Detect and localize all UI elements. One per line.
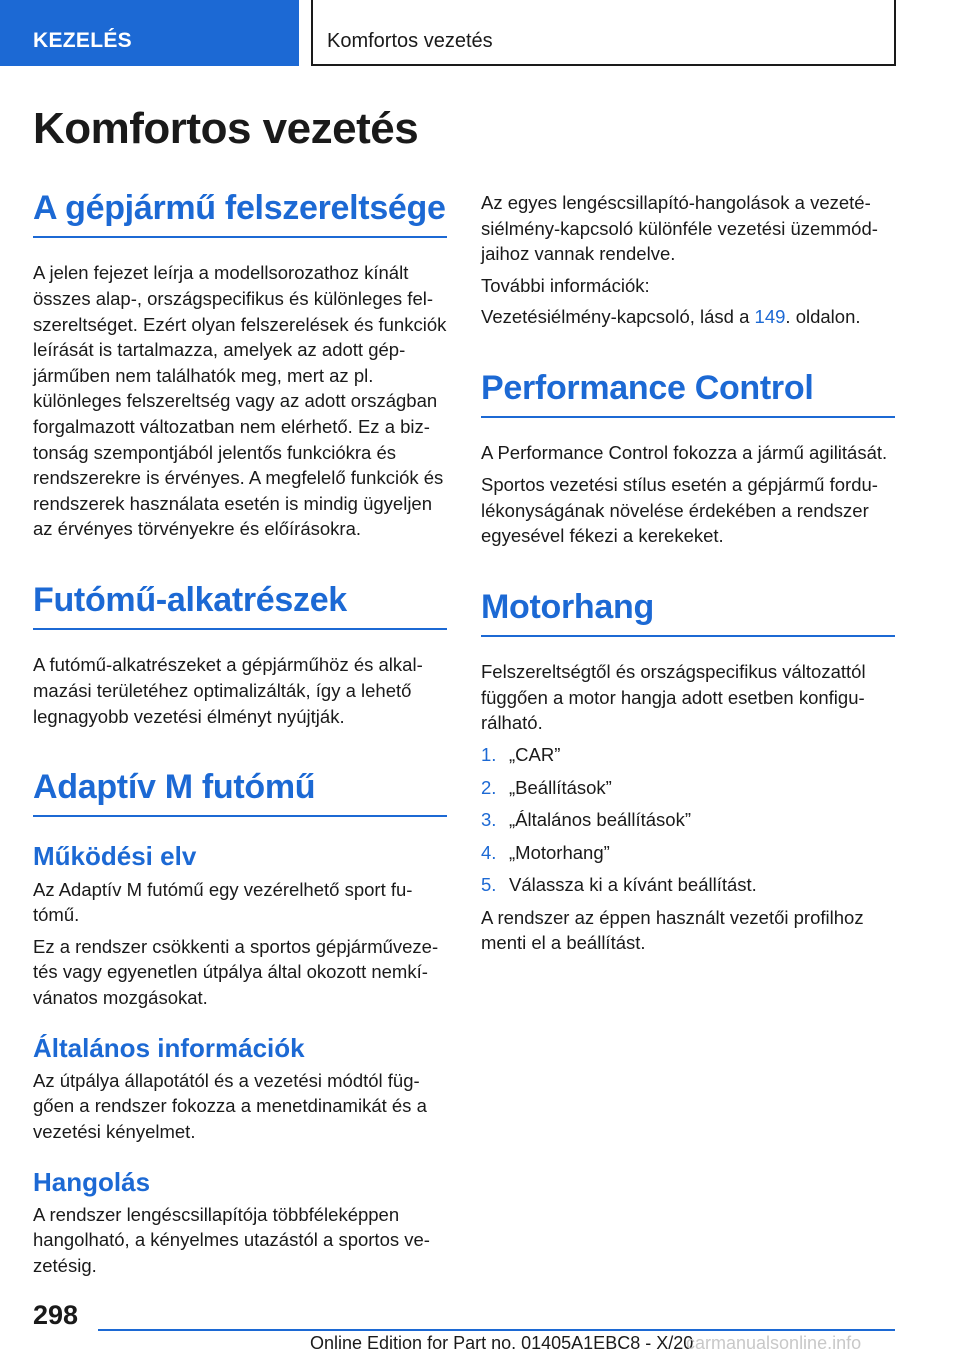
step-number: 1. <box>481 743 497 765</box>
step-text: Válassza ki a kívánt beállítást. <box>509 874 757 896</box>
section-heading-equipment: A gépjármű felszereltsége <box>33 190 447 238</box>
footer-divider <box>98 1329 895 1331</box>
step-number: 5. <box>481 874 497 896</box>
paragraph: A Performance Control fokozza a jármű agilitását. <box>481 442 888 464</box>
list-item <box>481 775 895 801</box>
paragraph: A rendszer lengéscsillapítója többféleképpen hangolható, a kényelmes utazástól a sportos vezetésig. <box>33 1203 430 1276</box>
step-text: „CAR” <box>509 743 561 765</box>
list-item <box>481 872 895 898</box>
reference-text: . oldalon. <box>785 306 861 328</box>
subheading-operating-principle: Működési elv <box>33 841 197 872</box>
section-heading-engine-sound: Motorhang <box>481 589 895 637</box>
paragraph-cross-reference <box>481 304 895 330</box>
reference-text: Vezetésiélmény-kapcsoló, lásd a <box>481 306 755 328</box>
list-item <box>481 742 895 768</box>
step-number: 4. <box>481 841 497 863</box>
paragraph: Felszereltségtől és országspecifikus változattól függően a motor hangja adott esetben konfigurálható. <box>481 661 866 734</box>
step-number: 3. <box>481 809 497 831</box>
paragraph: Sportos vezetési stílus esetén a gépjármű fordulékonyságának növelése érdekében a rendszer egyesével fékezi a kerekeket. <box>481 473 878 547</box>
list-item <box>481 807 895 833</box>
header-section-tab: KEZELÉS <box>0 0 299 66</box>
header-chapter-title: Komfortos vezetés <box>311 0 896 66</box>
section-heading-chassis-components: Futómű-alkatrészek <box>33 582 447 630</box>
step-number: 2. <box>481 776 497 798</box>
right-column <box>481 190 895 962</box>
step-text: „Általános beállítások” <box>509 809 692 831</box>
left-column <box>33 190 447 1285</box>
paragraph: További információk: <box>481 274 650 296</box>
subheading-tuning: Hangolás <box>33 1166 151 1197</box>
list-item <box>481 840 895 866</box>
watermark: carmanualsonline.info <box>686 1333 862 1353</box>
footer-edition: Online Edition for Part no. 01405A1EBC8 - X/20 <box>310 1333 694 1353</box>
step-text: „Beállítások” <box>509 776 612 798</box>
section-heading-performance-control: Performance Control <box>481 370 895 418</box>
paragraph: Az egyes lengéscsillapító-hangolások a vezetésiélmény-kapcsoló különféle vezetési üzemmódjaihoz vannak rendelve. <box>481 192 878 265</box>
subheading-general-information: Általános információk <box>33 1032 305 1063</box>
steps-list <box>481 742 895 898</box>
section-heading-adaptive-m-suspension: Adaptív M futómű <box>33 769 447 817</box>
paragraph: A rendszer az éppen használt vezetői profilhoz menti el a beállítást. <box>481 906 864 954</box>
paragraph: Ez a rendszer csökkenti a sportos gépjárművezetés vagy egyenetlen útpálya által okozott nemkívánatos mozgásokat. <box>33 935 439 1009</box>
page-link[interactable]: 149 <box>754 306 786 328</box>
step-text: „Motorhang” <box>509 841 610 863</box>
page-number: 298 <box>33 1300 79 1330</box>
page-title: Komfortos vezetés <box>33 104 419 153</box>
paragraph: Az útpálya állapotától és a vezetési módtól függően a rendszer fokozza a menetdinamikát és a vezetési kényelmet. <box>33 1069 427 1143</box>
paragraph: A jelen fejezet leírja a modellsorozathoz kínált összes alap-, országspecifikus és különleges felszereltséget. Ezért olyan felszerelések és funkciók leírását is tartalmazza, amelyek az adott gépjárműben nem találhatók meg, mert az pl. különleges felszereltség vagy az adott országban forgalmazott változatban nem elérhető. Ez a biztonság szempontjából jelentős funkciókra és rendszerekre is érvényes. A megfelelő funkciók és rendszerek használata esetén is mindig ügyeljen az érvényes törvényekre és előírásokra. <box>33 262 447 540</box>
paragraph: Az Adaptív M futómű egy vezérelhető sport futómű. <box>33 878 413 926</box>
paragraph: A futómű-alkatrészeket a gépjárműhöz és alkalmazási területéhez optimalizálták, így a lehető legnagyobb vezetési élményt nyújtják. <box>33 654 423 727</box>
